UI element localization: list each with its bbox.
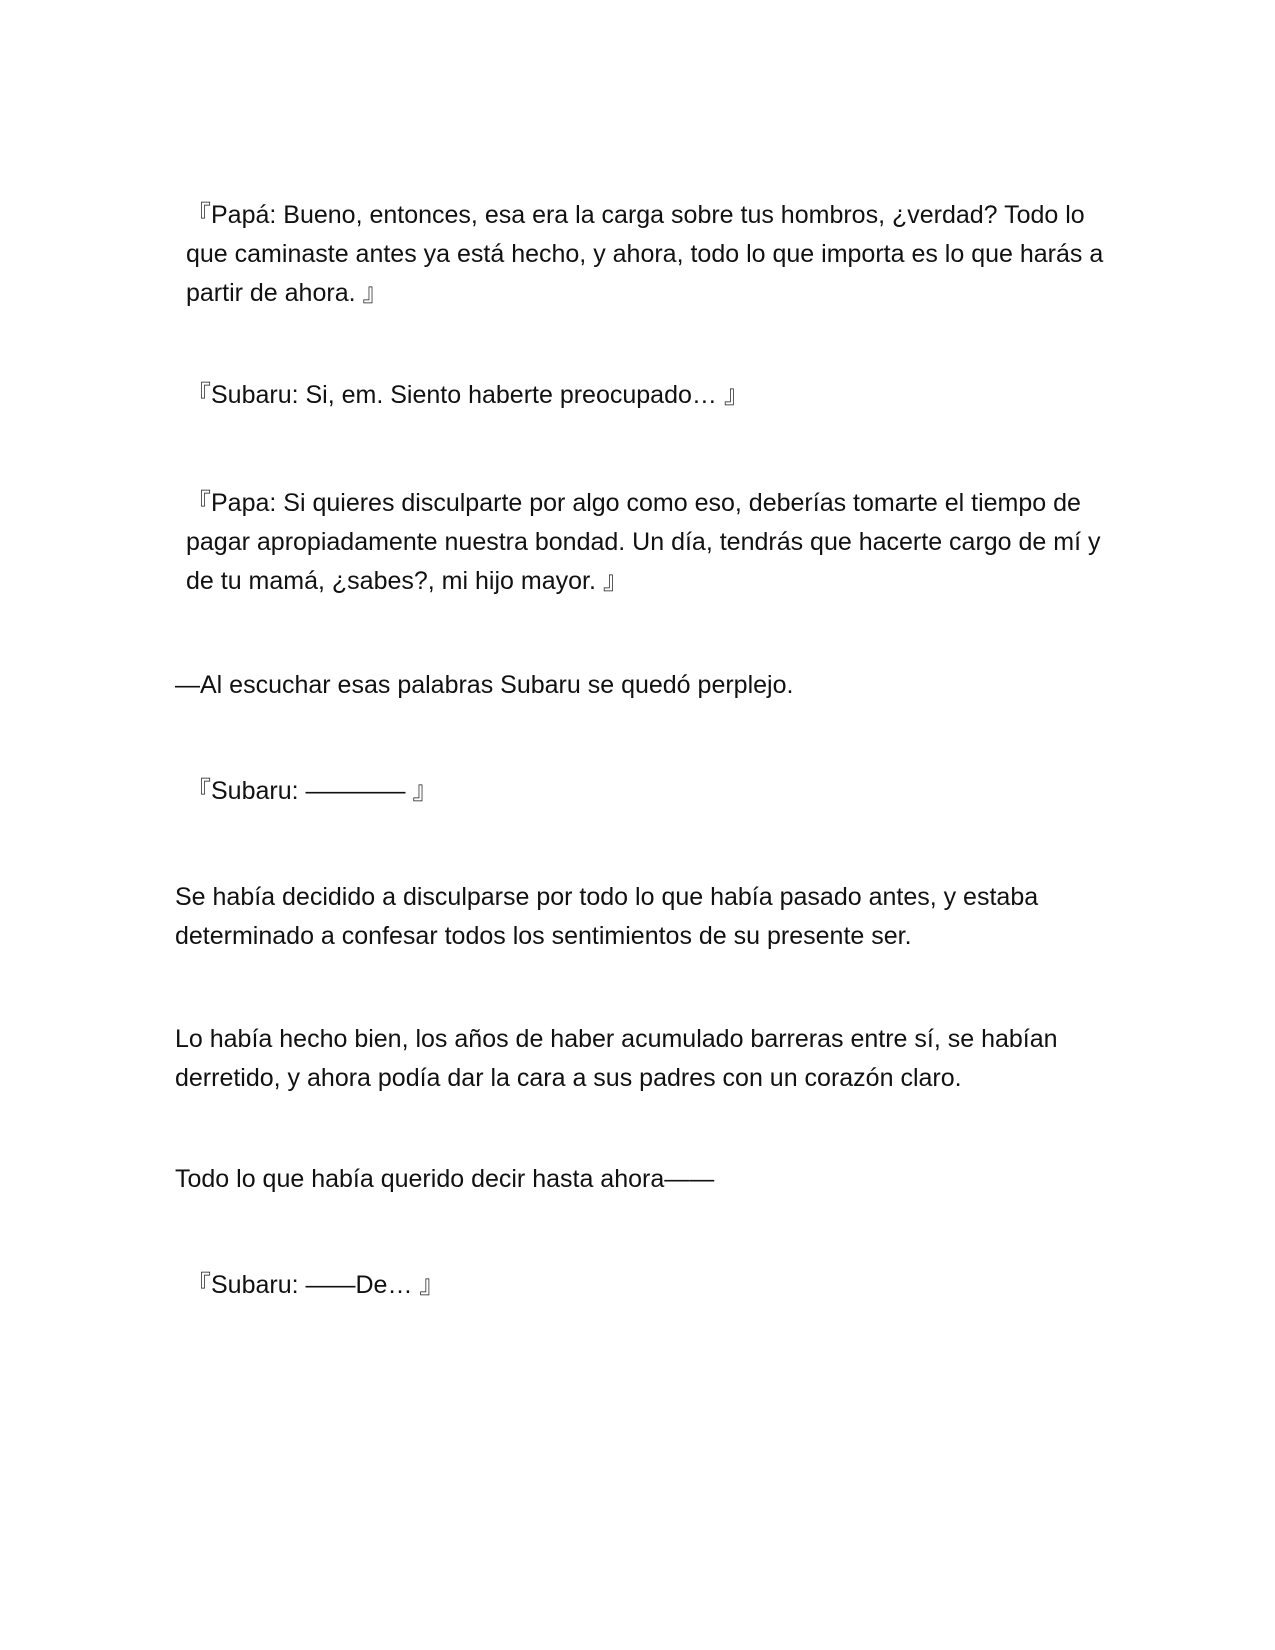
narration-2: Se había decidido a disculparse por todo lo que había pasado antes, y estaba determinado a confesar todos los sentimientos de su presente ser. [175,883,1046,950]
dialogue-papa-1: 『Papá: Bueno, entonces, esa era la carga sobre tus hombros, ¿verdad? Todo lo que caminaste antes ya está hecho, y ahora, todo lo que importa es lo que harás a partir de ahora. 』 [186,201,1111,307]
dialogue-papa-2: 『Papa: Si quieres disculparte por algo como eso, deberías tomarte el tiempo de pagar apropiadamente nuestra bondad. Un día, tendrás que hacerte cargo de mí y de tu mamá, ¿sabes?, mi hijo mayor. 』 [186,489,1108,595]
dialogue-subaru-3: 『Subaru: ——De… 』 [186,1271,445,1299]
narration-3: Lo había hecho bien, los años de haber acumulado barreras entre sí, se habían derretido, y ahora podía dar la cara a sus padres con un corazón claro. [175,1025,1065,1092]
dialogue-subaru-2: 『Subaru: ———— 』 [186,777,438,805]
narration-1: —Al escuchar esas palabras Subaru se quedó perplejo. [175,671,794,699]
dialogue-subaru-1: 『Subaru: Si, em. Siento haberte preocupado… 』 [186,381,749,409]
narration-4: Todo lo que había querido decir hasta ahora—— [175,1165,715,1193]
